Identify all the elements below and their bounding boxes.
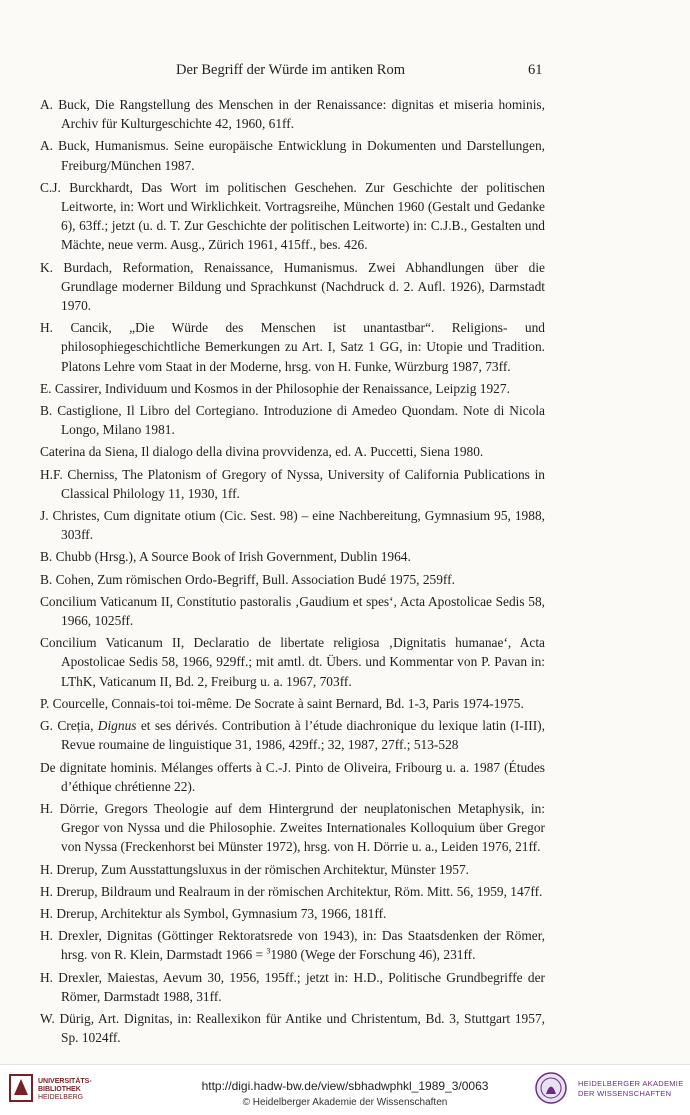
reference-entry: J. Christes, Cum dignitate otium (Cic. Sest. 98) – eine Nachbereitung, Gymnasium 95, 1988, 303ff.: [40, 508, 545, 543]
reference-text: et ses dérivés. Contribution à l’étude diachronique du lexique latin (I-III), Revue roumaine de linguistique 31, 1986, 429ff.; 32, 1987, 27ff.; 513-528: [61, 718, 545, 753]
reference-text: 1980 (Wege der Forschung 46), 231ff.: [270, 947, 476, 963]
edition-superscript: 3: [266, 946, 271, 956]
viewer-footer: [0, 1064, 690, 1115]
reference-entry: B. Cohen, Zum römischen Ordo-Begriff, Bull. Association Budé 1975, 259ff.: [40, 571, 455, 587]
reference-entry: Concilium Vaticanum II, Constitutio pastoralis ‚Gaudium et spes‘, Acta Apostolicae Sedis 58, 1966, 1025ff.: [40, 593, 545, 629]
reference-entry: H. Drerup, Zum Ausstattungsluxus in der römischen Architektur, Münster 1957.: [40, 861, 470, 877]
reference-entry: C.J. Burckhardt, Das Wort im politischen Geschehen. Zur Geschichte der politischen Leitworte, in: Wort und Wirklichkeit. Vortragsreihe, München 1960 (Gestalt und Gedanke 6), 63ff.; jetzt (u. d. T. Zur Geschichte der politischen Leitworte) in: C.J.B., Gestalten und Mächte, neue verm. Ausg., Zürich 1961, 415ff., bes. 426.: [40, 179, 545, 253]
reference-entry: E. Cassirer, Individuum und Kosmos in der Philosophie der Renaissance, Leipzig 1927.: [40, 380, 510, 396]
reference-entry: Caterina da Siena, Il dialogo della divina provvidenza, ed. A. Puccetti, Siena 1980.: [40, 444, 484, 460]
reference-entry: P. Courcelle, Connais-toi toi-même. De Socrate à saint Bernard, Bd. 1-3, Paris 1974-1975.: [40, 695, 524, 711]
reference-entry: B. Chubb (Hrsg.), A Source Book of Irish Government, Dublin 1964.: [40, 549, 411, 565]
reference-text: H. Drexler, Dignitas (Göttinger Rektoratsrede von 1943), in: Das Staatsdenken der Römer, hrsg. von R. Klein, Darmstadt 1966 =: [40, 928, 545, 963]
reference-entry: A. Buck, Die Rangstellung des Menschen in der Renaissance: dignitas et miseria hominis, Archiv für Kulturgeschichte 42, 1960, 61ff.: [40, 97, 545, 132]
reference-entry: De dignitate hominis. Mélanges offerts à C.-J. Pinto de Oliveira, Fribourg u. a. 1987 (Études d’éthique chrétienne 22).: [40, 759, 545, 794]
reference-italic-term: Dignus: [97, 718, 137, 734]
running-title: Der Begriff der Würde im antiken Rom: [176, 62, 405, 78]
reference-text: G. Creția,: [40, 718, 98, 734]
reference-entry: H. Drexler, Maiestas, Aevum 30, 1956, 195ff.; jetzt in: H.D., Politische Grundbegriffe der Römer, Darmstadt 1988, 31ff.: [40, 969, 545, 1004]
academy-name-line: DER WISSENSCHAFTEN: [578, 1089, 672, 1098]
reference-entry: [40, 926, 545, 964]
permalink-url[interactable]: http://digi.hadw-bw.de/view/sbhadwphkl_1989_3/0063: [201, 1079, 489, 1093]
academy-name-line: HEIDELBERGER AKADEMIE: [578, 1079, 684, 1088]
reference-entry: H. Dörrie, Gregors Theologie auf dem Hintergrund der neuplatonischen Metaphysik, in: Gregor von Nyssa und die Philosophie. Zweites Internationales Kolloquium über Gregor von Nyssa (Freckenhorst bei Münster 1972), hrsg. von H. Dörrie u. a., Leiden 1976, 21ff.: [40, 800, 545, 855]
reference-entry: H. Drerup, Architektur als Symbol, Gymnasium 73, 1966, 181ff.: [40, 905, 387, 921]
reference-entry: W. Dürig, Art. Dignitas, in: Reallexikon für Antike und Christentum, Bd. 3, Stuttgart 1957, Sp. 1024ff.: [40, 1010, 545, 1046]
copyright-notice: © Heidelberger Akademie der Wissenschaften: [242, 1097, 448, 1108]
reference-entry: H.F. Cherniss, The Platonism of Gregory of Nyssa, University of California Publications in Classical Philology 11, 1930, 1ff.: [40, 466, 545, 501]
academy-seal-icon: [534, 1071, 568, 1105]
academy-name: [578, 1079, 684, 1099]
reference-entry: K. Burdach, Reformation, Renaissance, Humanismus. Zwei Abhandlungen über die Grundlage moderner Bildung und Sprachkunst (Nachdruck d. 2. Aufl. 1926), Darmstadt 1970.: [40, 259, 545, 314]
library-name-line: BIBLIOTHEK: [38, 1086, 81, 1093]
page-number: 61: [528, 62, 543, 78]
library-name-line: UNIVERSITÄTS-: [38, 1078, 92, 1085]
reference-entry: H. Cancik, „Die Würde des Menschen ist unantastbar“. Religions- und philosophiegeschichtliche Bemerkungen zu Art. I, Satz 1 GG, in: Utopie und Tradition. Platons Lehre vom Staat in der Moderne, hrsg. von H. Funke, Würzburg 1987, 73ff.: [40, 320, 545, 374]
reference-entry: H. Drerup, Bildraum und Realraum in der römischen Architektur, Röm. Mitt. 56, 1959, 147ff.: [40, 883, 543, 899]
reference-entry: B. Castiglione, Il Libro del Cortegiano. Introduzione di Amedeo Quondam. Note di Nicola Longo, Milano 1981.: [40, 403, 545, 438]
library-name-line: HEIDELBERG: [38, 1094, 84, 1101]
reference-entry: A. Buck, Humanismus. Seine europäische Entwicklung in Dokumenten und Darstellungen, Freiburg/München 1987.: [40, 138, 545, 173]
reference-entry: Concilium Vaticanum II, Declaratio de libertate religiosa ‚Dignitatis humanae‘, Acta Apostolicae Sedis 58, 1966, 929ff.; mit amtl. dt. Übers. und Kommentar von P. Pavan in: LThK, Vaticanum II, Bd. 2, Freiburg u. a. 1967, 703ff.: [40, 635, 545, 689]
reference-entry: [40, 716, 545, 754]
bibliography-list: [40, 95, 545, 1050]
